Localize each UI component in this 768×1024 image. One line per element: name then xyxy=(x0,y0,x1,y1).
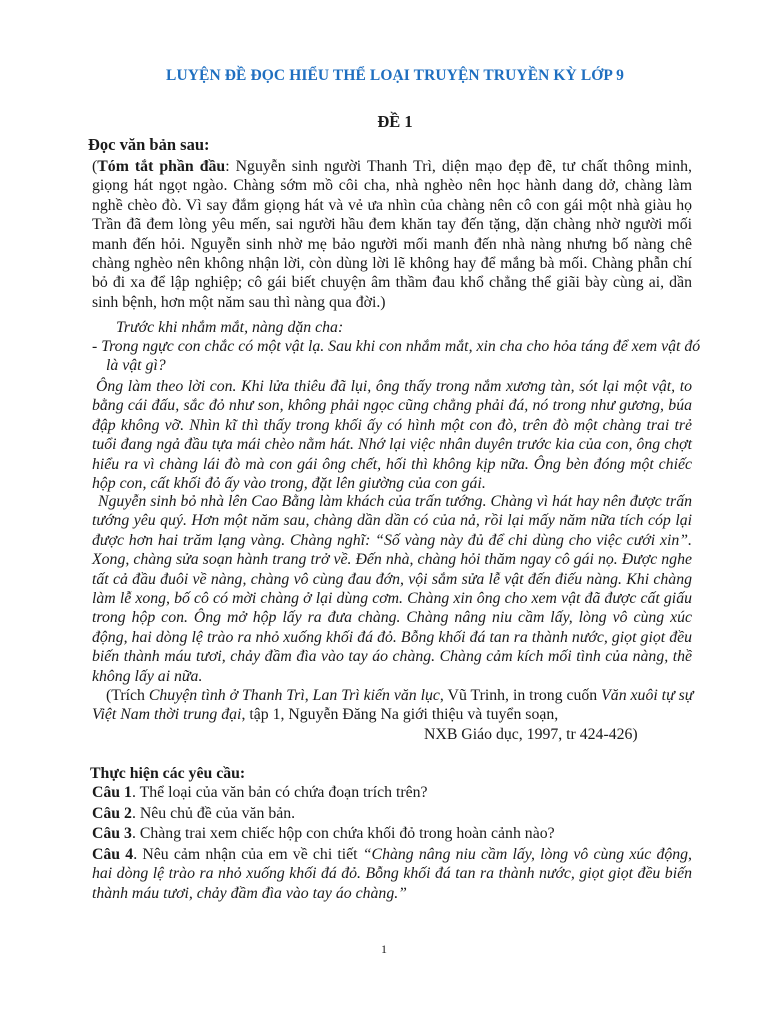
source-book-title: Văn xuôi tự sự Việt Nam thời trung đại xyxy=(92,687,694,724)
source-publisher: NXB Giáo dục, 1997, tr 424-426) xyxy=(424,726,638,743)
exam-number: ĐỀ 1 xyxy=(377,112,413,131)
summary-text: : Nguyễn sinh người Thanh Trì, diện mạo đẹp đẽ, tư chất thông minh, giọng hát ngọt ngào. Chàng sớm mồ côi cha, nhà nghèo nên học hành dang dở, chàng làm nghề chèo đò. Vì say đắm giọng hát và vẻ ưa nhìn của chàng nên cô con gái một nhà giàu họ Trần đã đem lòng yêu mến, sai người hầu đem khăn tay đến tặng, dặn chàng nhờ người mối manh đến hỏi. Nguyễn sinh nhờ mẹ bảo người mối manh đến nhà nàng nhưng bố nàng chê chàng nghèo nên không nhận lời, còn dùng lời lẽ không hay để mắng bà mối. Chàng phẫn chí bỏ đi xa để lập nghiệp; cô gái biết chuyện âm thầm đau khổ chẳng thể giãi bày cùng ai, dần sinh bệnh, hơn một năm sau thì nàng qua đời.) xyxy=(92,158,692,311)
question-4-quote: “Chàng nâng niu cầm lấy, lòng vô cùng xúc động, hai dòng lệ trào ra nhỏ xuống khối đá đỏ. Bỗng khối đá tan ra thành nước, giọt giọt đều biến thành máu tươi, chảy đầm đìa vào tay áo chàng.” xyxy=(92,846,692,902)
question-1 xyxy=(92,783,692,802)
question-2-label: Câu 2 xyxy=(92,805,132,822)
question-3-text: . Chàng trai xem chiếc hộp con chứa khối đỏ trong hoàn cảnh nào? xyxy=(131,825,555,842)
summary-label: Tóm tắt phần đầu xyxy=(97,158,226,175)
question-1-label: Câu 1 xyxy=(92,784,132,801)
source-part-c: , xyxy=(304,687,313,704)
paragraph-dying-words: Trước khi nhắm mắt, nàng dặn cha: xyxy=(116,319,344,336)
document-title: LUYỆN ĐỀ ĐỌC HIỂU THỂ LOẠI TRUYỆN TRUYỀN KỲ LỚP 9 xyxy=(166,67,624,84)
question-3 xyxy=(92,824,692,843)
source-part-a: (Trích xyxy=(106,687,149,704)
question-4-text: . Nêu cảm nhận của em về chi tiết xyxy=(133,846,363,863)
question-2 xyxy=(92,804,692,823)
paragraph-nguyen-sinh-return: Nguyễn sinh bỏ nhà lên Cao Bằng làm khách của trấn tướng. Chàng vì hát hay nên được trấn tướng yêu quý. Hơn một năm sau, chàng dần dần có của nả, rồi lại mấy năm nữa tích cóp lại được hơn hai trăm lạng vàng. Chàng nghĩ: “Số vàng này đủ để chi dùng cho việc cưới xin”. Xong, chàng sửa soạn hành trang trở về. Đến nhà, chàng hỏi thăm ngay cô gái nọ. Được nghe tất cả đầu đuôi về nàng, chàng vô cùng đau đớn, vội sắm sửa lễ vật đến điếu nàng. Khi chàng làm lễ xong, bố cô có mời chàng ở lại dùng cơm. Chàng xin ông cho xem vật đã được cất giấu trong hộp con. Ông mở hộp lấy ra đưa chàng. Chàng nâng niu cầm lấy, lòng vô cùng xúc động, hai dòng lệ trào ra nhỏ xuống khối đá đỏ. Bỗng khối đá tan ra thành nước, giọt giọt đều biến thành máu tươi, chảy đầm đìa vào tay áo chàng. Chàng cảm kích mối tình của nàng, thề không lấy ai nữa. xyxy=(92,493,692,685)
summary-open-paren: ( xyxy=(92,158,98,175)
paragraph-father-cremation: Ông làm theo lời con. Khi lửa thiêu đã lụi, ông thấy trong nắm xương tàn, sót lại một vật, to bằng cái đấu, sắc đỏ như son, không phải ngọc cũng chẳng phải đá, nó trong như gương, búa đập không vỡ. Nhìn kĩ thì thấy trong khối ấy có hình một con đò, trên đò một chàng trai trẻ tuổi đang ngả đầu tựa mái chèo nằm hát. Nhớ lại việc nhân duyên trước kia của con, ông chợt hiểu ra vì chàng lái đò mà con gái ông chết, hối thì không kịp nữa. Ông bèn đóng một chiếc hộp con, cất khối đỏ ấy vào trong, đặt lên giường của con gái. xyxy=(92,378,692,493)
source-part-e: , Vũ Trinh, in trong cuốn xyxy=(439,687,602,704)
tasks-heading: Thực hiện các yêu cầu: xyxy=(90,765,246,782)
question-4-label: Câu 4 xyxy=(92,846,134,863)
reading-heading: Đọc văn bản sau: xyxy=(88,135,210,154)
source-collection-title: Lan Trì kiến văn lục xyxy=(312,687,440,704)
paragraph-dialogue: - Trong ngực con chắc có một vật lạ. Sau khi con nhắm mắt, xin cha cho hỏa táng để xem vật đó là vật gì? xyxy=(92,338,701,375)
question-1-text: . Thể loại của văn bản có chứa đoạn trích trên? xyxy=(131,784,428,801)
question-2-text: . Nêu chủ đề của văn bản. xyxy=(131,805,296,822)
source-part-g: , tập 1, Nguyễn Đăng Na giới thiệu và tuyển soạn, xyxy=(241,706,559,724)
question-4 xyxy=(92,845,692,903)
question-3-label: Câu 3 xyxy=(92,825,132,842)
summary-paragraph xyxy=(92,157,692,312)
source-story-title: Chuyện tình ở Thanh Trì xyxy=(148,687,305,704)
source-citation xyxy=(92,686,696,725)
page-number: 1 xyxy=(381,942,387,956)
